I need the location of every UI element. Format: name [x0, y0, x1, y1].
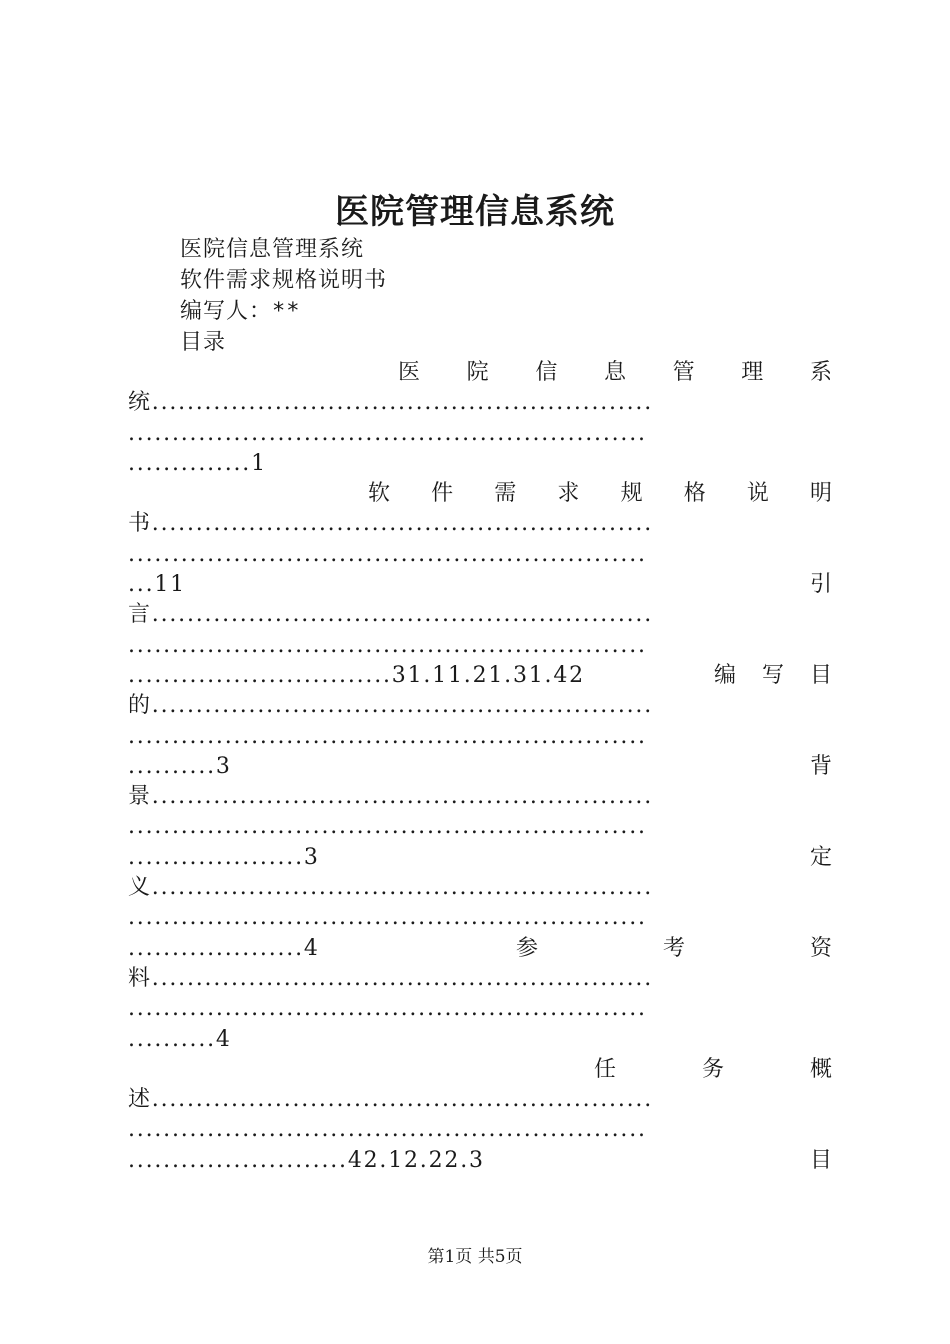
intro-toc-heading: 目录	[180, 330, 227, 355]
toc-char: 院	[466, 360, 489, 385]
toc-char: 明	[809, 481, 832, 507]
toc-char: 软	[368, 481, 391, 507]
toc-line: 统.........................................................	[128, 390, 654, 416]
toc-line: ...........................................................	[128, 996, 647, 1022]
intro-block	[180, 234, 387, 358]
toc-line: ...........................................................	[128, 541, 647, 567]
toc-line: 料.........................................................	[128, 965, 654, 991]
toc-char: 目	[809, 662, 832, 688]
toc-line: ...........................................................	[128, 632, 647, 658]
toc-page-ref: ....................3	[128, 844, 320, 870]
intro-system-name: 医院信息管理系统	[180, 237, 365, 262]
toc-line	[128, 1146, 832, 1176]
toc-line	[128, 661, 832, 691]
toc-char: 务	[701, 1056, 724, 1082]
intro-doc-type: 软件需求规格说明书	[180, 268, 388, 293]
toc-char: 件	[431, 481, 454, 507]
toc-line	[128, 752, 832, 782]
toc-char: 理	[741, 360, 764, 385]
toc-char: 概	[809, 1056, 832, 1082]
toc-line: 言.........................................................	[128, 602, 654, 628]
toc-line: ..............1	[128, 450, 267, 476]
intro-author	[180, 296, 387, 327]
toc-line	[128, 1055, 832, 1085]
toc-char: 系	[809, 360, 832, 385]
toc-char: 信	[535, 360, 558, 385]
toc-line: ...........................................................	[128, 905, 647, 931]
toc-char: 目	[809, 1147, 832, 1173]
toc-char: 医	[398, 360, 421, 385]
toc-char: 息	[603, 360, 626, 385]
toc-page-ref: ...11	[128, 572, 186, 598]
toc-char: 编	[713, 662, 736, 688]
toc-line: ...........................................................	[128, 1117, 647, 1143]
toc-word-group	[516, 934, 832, 964]
toc-line	[128, 358, 832, 388]
toc-line: 书.........................................................	[128, 511, 654, 537]
toc-word-group	[714, 661, 832, 691]
toc-line	[128, 479, 832, 509]
document-title: 医院管理信息系统	[335, 192, 615, 232]
toc-line: ...........................................................	[128, 814, 647, 840]
toc-char: 引	[809, 572, 832, 598]
toc-line: ...........................................................	[128, 420, 647, 446]
toc-char: 参	[516, 935, 539, 961]
toc-char: 求	[557, 481, 580, 507]
toc-char: 任	[594, 1056, 617, 1082]
toc-page-ref: ..........3	[128, 753, 232, 779]
toc-line: ..........4	[128, 1026, 232, 1052]
page-footer: 第1页 共5页	[427, 1247, 523, 1267]
toc-char: 写	[761, 662, 784, 688]
toc-line: 的.........................................................	[128, 693, 654, 719]
toc-line	[128, 934, 832, 964]
toc-char: 格	[683, 481, 706, 507]
toc-line	[128, 843, 832, 873]
toc-line: 述.........................................................	[128, 1087, 654, 1113]
toc-body	[128, 358, 832, 1176]
author-value: **	[272, 299, 301, 324]
toc-char: 背	[809, 753, 832, 779]
toc-page-ref: .........................42.12.22.3	[128, 1147, 485, 1173]
toc-char: 资	[809, 935, 832, 961]
toc-char: 管	[672, 360, 695, 385]
toc-char: 需	[494, 481, 517, 507]
toc-char: 定	[809, 844, 832, 870]
toc-page-ref: ....................4	[128, 935, 320, 961]
toc-char: 考	[662, 935, 685, 961]
toc-line: 义.........................................................	[128, 875, 654, 901]
author-label: 编写人：	[180, 299, 273, 324]
toc-line: ...........................................................	[128, 723, 647, 749]
toc-char: 说	[746, 481, 769, 507]
toc-line	[128, 570, 832, 600]
toc-page-ref: ..............................31.11.21.31.42	[128, 662, 585, 688]
toc-line: 景.........................................................	[128, 784, 654, 810]
toc-char: 规	[620, 481, 643, 507]
